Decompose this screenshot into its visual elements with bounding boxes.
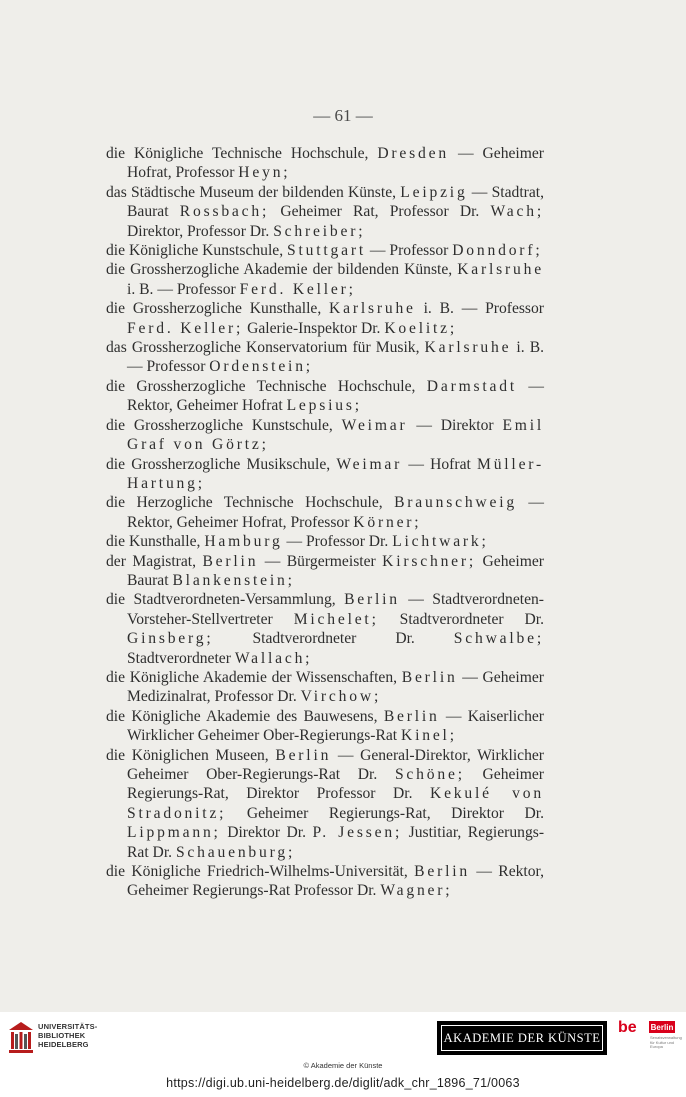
be-mark: be [618, 1019, 637, 1036]
berlin-senate-logo[interactable] [618, 1019, 682, 1056]
spaced-name: Braunschweig [394, 494, 517, 512]
spaced-name: Karlsruhe [424, 339, 512, 357]
entry-text: — Stadtverordneten-Vorsteher-Stellvertreter [127, 591, 544, 628]
spaced-name: Berlin [275, 746, 332, 764]
spaced-name: Donndorf; [452, 242, 543, 260]
spaced-name: Berlin [383, 707, 440, 725]
entry-text: die Grossherzogliche Kunsthalle, [106, 300, 330, 318]
spaced-name: Rossbach; [179, 203, 270, 221]
entry-text: — Hofrat [402, 455, 478, 473]
viewer-footer [0, 1012, 686, 1097]
list-entry [106, 144, 544, 183]
list-entry [106, 377, 544, 416]
akademie-der-kuenste-logo[interactable] [437, 1021, 607, 1055]
entry-text: die Grossherzogliche Kunstschule, [106, 416, 342, 434]
spaced-name: Berlin [401, 668, 458, 686]
spaced-name: Körner; [353, 513, 422, 531]
entry-text: die Kunsthalle, [106, 533, 205, 551]
spaced-name: Wagner; [380, 882, 453, 900]
akademie-label: AKADEMIE DER KÜNSTE [441, 1025, 603, 1051]
spaced-name: Weimar [336, 455, 403, 473]
spaced-name: Lichtwark; [392, 533, 489, 551]
entry-text: der Magistrat, [106, 552, 203, 570]
spaced-name: Ferd. Keller; [239, 280, 356, 298]
spaced-name: Berlin [344, 591, 400, 609]
list-entry [106, 707, 544, 746]
page-number: — 61 — [313, 106, 373, 125]
entry-text: Stadtverordneter [127, 649, 235, 667]
entry-text: — Professor [366, 242, 453, 260]
member-list [106, 144, 544, 901]
entry-text: — Rektor, Geheimer Hofrat, Professor [127, 494, 544, 531]
spaced-name: Hamburg [204, 533, 283, 551]
list-entry [106, 532, 544, 551]
spaced-name: Schöne; [394, 766, 465, 783]
spaced-name: Emil Graf von Görtz; [127, 416, 544, 454]
spaced-name: Schreiber; [273, 222, 366, 240]
entry-text: die Königliche Akademie des Bauwesens, [106, 707, 384, 725]
spaced-name: Heyn; [238, 164, 291, 182]
university-library-logo-icon[interactable] [8, 1020, 34, 1056]
entry-text: — Rektor, Geheimer Regierungs-Rat Professor Dr. [127, 863, 545, 900]
entry-text: — Bürgermeister [258, 552, 383, 570]
entry-text: Geheimer Rat, Professor Dr. [269, 203, 491, 221]
list-entry [106, 416, 544, 455]
spaced-name: Wach; [490, 203, 545, 221]
senate-department: Senatsverwaltung für Kultur und Europa [650, 1035, 682, 1050]
entry-text: — Kaiserlicher Wirklicher Geheimer Ober-Regierungs-Rat [127, 707, 544, 745]
list-entry [106, 493, 544, 532]
entry-text: — Rektor, Geheimer Hofrat [127, 377, 544, 415]
entry-text: das Städtische Museum der bildenden Künste, [106, 183, 401, 201]
spaced-name: Dresden [377, 145, 449, 162]
entry-text: die Königlichen Museen, [106, 746, 276, 764]
spaced-name: Wallach; [234, 649, 313, 667]
list-entry [106, 590, 544, 668]
list-entry [106, 338, 544, 377]
list-entry [106, 260, 544, 299]
spaced-name: Leipzig [400, 183, 468, 201]
entry-text: — Geheimer Medizinalrat, Professor Dr. [127, 668, 544, 706]
library-name-line: UNIVERSITÄTS- [38, 1022, 98, 1031]
entry-text: die Grossherzogliche Musikschule, [106, 455, 337, 473]
list-entry [106, 183, 544, 241]
entry-text: Justitiar, Regierungs-Rat Dr. [127, 824, 545, 861]
spaced-name: Stuttgart [287, 242, 367, 260]
entry-text: Direktor, Professor Dr. [127, 222, 274, 240]
spaced-name: Kekulé von Stradonitz; [127, 785, 544, 822]
library-name-line: BIBLIOTHEK [38, 1031, 86, 1040]
list-entry [106, 668, 544, 707]
spaced-name: Darmstadt [426, 377, 518, 395]
spaced-name: Karlsruhe [457, 261, 544, 279]
entry-text: Stadtverordneter Dr. [378, 610, 544, 628]
spaced-name: Schwalbe; [453, 630, 544, 648]
list-entry [106, 552, 544, 591]
entry-text: das Grossherzogliche Konservatorium für Musik, [106, 339, 425, 357]
entry-text: — Stadtrat, Baurat [127, 183, 544, 221]
spaced-name: Kirschner; [382, 552, 477, 570]
entry-text: i. B. — Professor [415, 300, 544, 318]
library-name-line: HEIDELBERG [38, 1040, 89, 1049]
entry-text: Stadtverordneter Dr. [213, 630, 454, 648]
entry-text: die Königliche Technische Hochschule, [106, 145, 378, 162]
entry-text: — Geheimer Hofrat, Professor [127, 145, 544, 182]
entry-text: die Grossherzogliche Technische Hochschule, [106, 377, 427, 395]
spaced-name: Karlsruhe [329, 300, 416, 318]
spaced-name: Ferd. Keller; [127, 319, 244, 337]
list-entry [106, 746, 544, 862]
list-entry [106, 455, 544, 494]
spaced-name: Berlin [414, 863, 470, 881]
spaced-name: P. Jessen; [312, 824, 403, 842]
spaced-name: Kinel; [401, 727, 457, 745]
list-entry [106, 299, 544, 338]
entry-text: Galerie-Inspektor Dr. [243, 319, 385, 337]
list-entry [106, 862, 544, 901]
spaced-name: Weimar [341, 416, 408, 434]
berlin-word: Berlin [650, 1022, 674, 1032]
library-name[interactable] [38, 1022, 97, 1049]
spaced-name: Müller-Hartung; [127, 455, 544, 492]
entry-text: — Professor Dr. [282, 533, 393, 551]
entry-text: Geheimer Baurat [127, 552, 544, 589]
list-entry [106, 241, 544, 260]
spaced-name: Lippmann; [127, 824, 221, 842]
spaced-name: Schauenburg; [175, 843, 296, 861]
entry-text: — General-Direktor, Wirklicher Geheimer Ober-Regierungs-Rat Dr. [127, 746, 544, 783]
spaced-name: Ordenstein; [209, 358, 313, 376]
copyright-notice: © Akademie der Künste [303, 1061, 383, 1070]
entry-text: Geheimer Regierungs-Rat, Direktor Dr. [226, 804, 544, 822]
spaced-name: Koelitz; [384, 319, 458, 337]
entry-text: — Direktor [407, 416, 503, 434]
spaced-name: Virchow; [300, 688, 382, 706]
entry-text: die Herzogliche Technische Hochschule, [106, 494, 395, 512]
spaced-name: Lepsius; [286, 397, 362, 415]
spaced-name: Berlin [202, 552, 259, 570]
entry-text: i. B. — Professor [127, 280, 240, 298]
entry-text: die Königliche Kunstschule, [106, 242, 288, 260]
entry-text: die Königliche Akademie der Wissenschaften, [106, 668, 402, 686]
entry-text: die Königliche Friedrich-Wilhelms-Universität, [106, 863, 415, 881]
spaced-name: Ginsberg; [127, 630, 214, 648]
spaced-name: Blankenstein; [172, 571, 295, 589]
entry-text: Geheimer Regierungs-Rat, Direktor Professor Dr. [127, 766, 544, 803]
entry-text: die Grossherzogliche Akademie der bildenden Künste, [106, 261, 458, 279]
spaced-name: Michelet; [293, 610, 379, 628]
entry-text: Direktor Dr. [220, 824, 313, 842]
permalink-url[interactable]: https://digi.ub.uni-heidelberg.de/diglit/adk_chr_1896_71/0063 [166, 1076, 520, 1090]
entry-text: die Stadtverordneten-Versammlung, [106, 591, 345, 609]
entry-text: i. B. — Professor [127, 339, 544, 376]
